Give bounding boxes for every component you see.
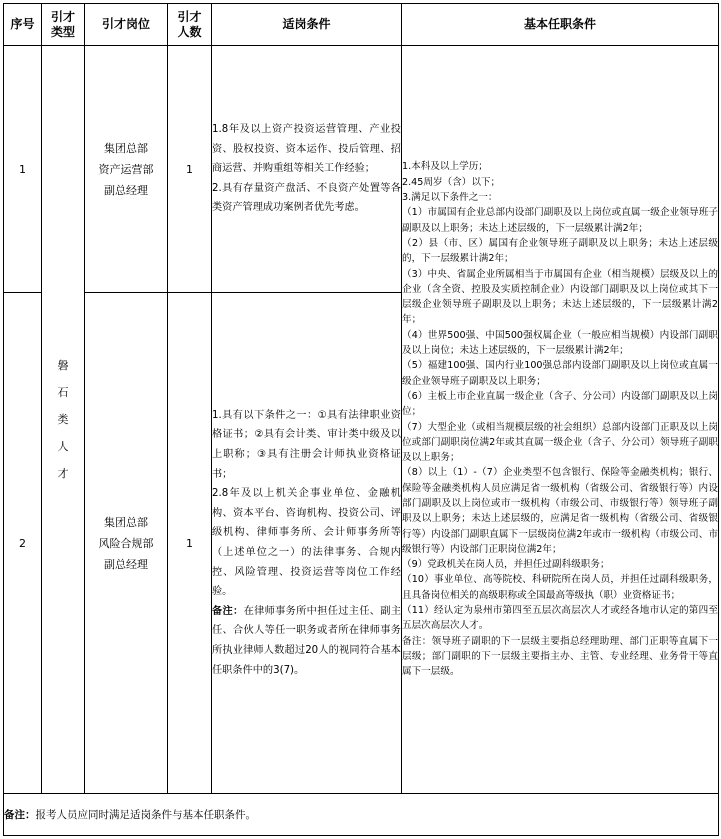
row-conditions [212,46,402,293]
table-row [4,46,719,293]
row-post [85,293,168,794]
basic-item: （2）县（市、区）属国有企业领导班子副职及以上职务；未达上述层级的，下一层级累计满2年； [402,237,718,265]
basic-item: 2.45周岁（含）以下； [402,176,501,188]
talent-type-char: 磐 [57,359,69,372]
talent-type-char: 石 [57,386,69,399]
post-line: 副总经理 [104,183,148,197]
basic-item: （1）市属国有企业总部内设部门副职及以上岗位或直属一级企业领导班子副职及以上职务；未达上述层级的，下一层级累计满2年； [402,207,718,234]
post-line: 副总经理 [104,557,148,571]
post-line: 资产运营部 [98,162,154,176]
row-count: 1 [168,293,212,794]
condition-note-label: 备注： [212,605,244,617]
condition-note [212,602,401,680]
footer-row [4,794,719,836]
basic-item: 备注：领导班子副职的下一层级主要指总经理助理、部门正职等直属下一层级；部门副职的下一层级主要指主办、主管、专业经理、业务骨干等直属下一层级。 [402,635,718,678]
row-seq: 1 [4,46,42,293]
header-seq [4,4,42,46]
basic-conditions-cell [402,46,719,794]
header-row [4,4,719,46]
basic-item: （8）以上（1）-（7）企业类型不包含银行、保险等金融类机构；银行、保险等金融类机构人员应满足省一级机构（省级公司、省级银行等）内设部门副职及以上岗位或市一级机构（市级公司、市级银行等）领导班子副职及以上职务；未达上述层级的，应满足省一级机构（省级公司、省级银行等）内设部门副职直属下一层级岗位满2年或市一级机构（市级公司、市级银行等）内设部门正职岗位满2年； [402,467,718,555]
basic-item: （3）中央、省属企业所属相当于市属国有企业（相当规模）层级及以上的企业（含全资、控股及实质控制企业）内设部门副职及以上岗位或其下一层级企业领导班子副职及以上职务；未达上述层级的，下一层级累计满2年； [402,268,718,326]
basic-item: 3.满足以下条件之一： [402,192,498,204]
footer-note-label: 备注： [4,809,36,821]
post-line: 集团总部 [104,515,148,529]
condition-item: 2.具有存量资产盘活、不良资产处置等各类资产管理成功案例者优先考虑。 [212,182,401,214]
basic-item: （10）事业单位、高等院校、科研院所在岗人员，并担任过副科级职务，且具备岗位相关的高级职称或全国最高等级执（职）业资格证书； [402,574,718,601]
talent-type-char: 人 [57,440,69,453]
condition-item: 1.8年及以上资产投资运营管理、产业投资、股权投资、资本运作、投后管理、招商运营、并购重组等相关工作经验； [212,124,401,175]
row-count: 1 [168,46,212,293]
basic-item: （11）经认定为泉州市第四至五层次高层次人才或经各地市认定的第四至五层次高层次人才。 [402,605,718,632]
basic-item: （5）福建100强、国内行业100强总部内设部门副职及以上岗位或直属一级企业领导班子副职及以上职务； [402,360,718,387]
header-type-text: 引才类型 [50,9,75,39]
header-count-text: 引才人数 [177,9,202,39]
condition-item: 1.具有以下条件之一：①具有法律职业资格证书；②具有会计类、审计类中级及以上职称；③具有注册会计师执业资格证书； [212,409,401,480]
talent-type-char: 类 [57,413,69,426]
header-post: 引才岗位 [85,4,168,46]
talent-type-char: 才 [57,467,69,480]
footer-note [4,794,719,836]
condition-note-text: 在律师事务所中担任过主任、副主任、合伙人等任一职务或者所在律师事务所执业律师人数超过20人的视同符合基本任职条件中的3(7)。 [212,605,402,676]
condition-item: 2.8年及以上机关企事业单位、金融机构、资本平台、咨询机构、投资公司、评级机构、律师事务所、会计师事务所等（上述单位之一）的法律事务、合规内控、风险管理、投资运营等岗位工作经验。 [212,488,401,598]
header-type [42,4,85,46]
talent-type-cell [42,46,85,794]
basic-item: 1.本科及以上学历； [402,161,488,173]
post-line: 风险合规部 [98,536,154,550]
footer-note-text: 报考人员应同时满足适岗条件与基本任职条件。 [35,809,256,821]
basic-item: （7）大型企业（或相当规模层级的社会组织）总部内设部门正职及以上岗位或部门副职岗位满2年或其直属一级企业（含子、分公司）领导班子副职及以上职务； [402,421,718,464]
row-seq: 2 [4,293,42,794]
basic-item: （6）主板上市企业直属一级企业（含子、分公司）内设部门副职及以上岗位； [402,390,718,418]
basic-item: （4）世界500强、中国500强权属企业（一般应相当规模）内设部门副职及以上岗位；未达上述层级的，下一层级累计满2年； [402,329,718,357]
header-seq-text: 序号 [10,17,35,31]
header-count [168,4,212,46]
row-conditions [212,293,402,794]
row-post [85,46,168,293]
basic-item: （9）党政机关在岗人员，并担任过副科级职务； [402,559,610,571]
post-line: 集团总部 [104,141,148,155]
header-basic: 基本任职条件 [402,4,719,46]
header-conditions: 适岗条件 [212,4,402,46]
recruitment-table [3,3,719,836]
